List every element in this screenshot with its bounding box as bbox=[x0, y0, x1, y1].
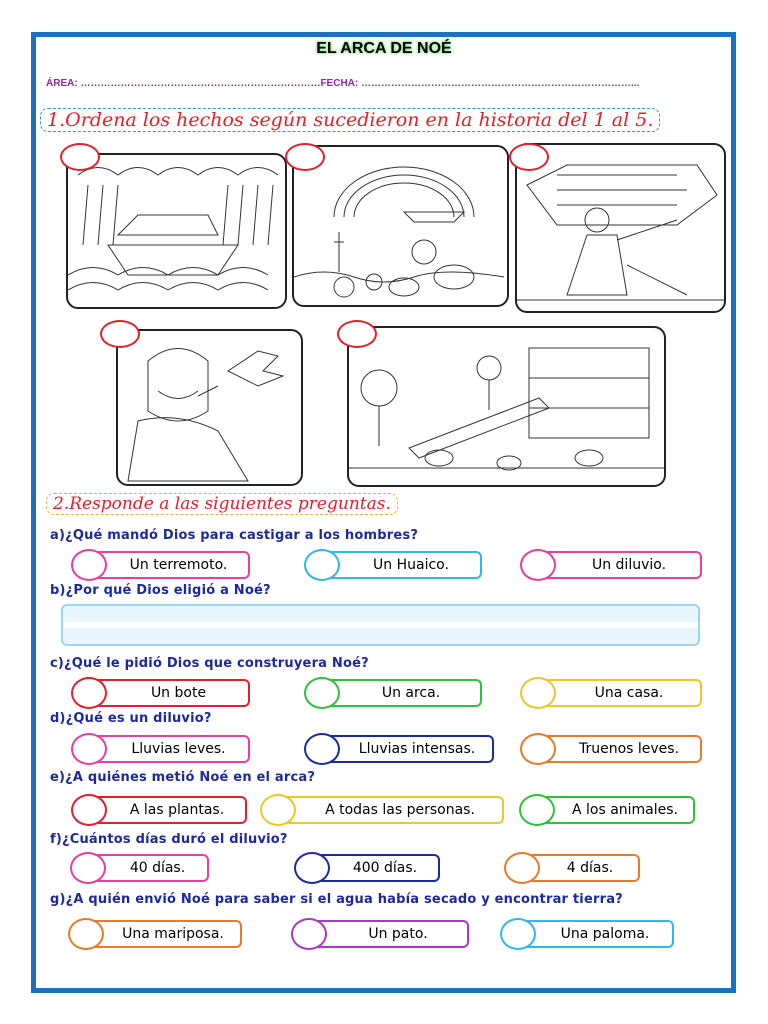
option-c3[interactable]: Una casa. bbox=[526, 679, 702, 707]
page-title: EL ARCA DE NOÉ bbox=[316, 40, 452, 57]
option-e2[interactable]: A todas las personas. bbox=[266, 796, 504, 824]
option-c2[interactable]: Un arca. bbox=[310, 679, 482, 707]
order-circle-1[interactable] bbox=[60, 143, 100, 171]
answer-circle[interactable] bbox=[500, 918, 536, 950]
noah-dove-picture bbox=[116, 329, 303, 486]
order-circle-2[interactable] bbox=[285, 143, 325, 171]
option-g2[interactable]: Un pato. bbox=[297, 920, 469, 948]
answer-circle[interactable] bbox=[71, 677, 107, 709]
answer-circle[interactable] bbox=[519, 794, 555, 826]
order-circle-3[interactable] bbox=[509, 143, 549, 171]
area-date-line: ÁREA: ………………………………………………………………FECHA: ………………………………………………………………………... bbox=[46, 78, 640, 89]
answer-circle[interactable] bbox=[304, 549, 340, 581]
section-1-heading: 1.Ordena los hechos según sucedieron en la historia del 1 al 5. bbox=[40, 108, 660, 132]
question-a: a)¿Qué mandó Dios para castigar a los hombres? bbox=[50, 528, 419, 543]
option-d1[interactable]: Lluvias leves. bbox=[77, 735, 250, 763]
order-circle-4[interactable] bbox=[100, 320, 140, 348]
question-c: c)¿Qué le pidió Dios que construyera Noé? bbox=[50, 656, 369, 671]
answer-circle[interactable] bbox=[291, 918, 327, 950]
answer-circle[interactable] bbox=[304, 733, 340, 765]
answer-circle[interactable] bbox=[71, 733, 107, 765]
option-a2[interactable]: Un Huaico. bbox=[310, 551, 482, 579]
question-d: d)¿Qué es un diluvio? bbox=[50, 711, 212, 726]
option-g1[interactable]: Una mariposa. bbox=[74, 920, 242, 948]
option-d2[interactable]: Lluvias intensas. bbox=[310, 735, 494, 763]
answer-circle[interactable] bbox=[520, 733, 556, 765]
option-f3[interactable]: 4 días. bbox=[510, 854, 640, 882]
answer-circle[interactable] bbox=[294, 852, 330, 884]
option-c1[interactable]: Un bote bbox=[77, 679, 250, 707]
option-a3[interactable]: Un diluvio. bbox=[526, 551, 702, 579]
answer-circle[interactable] bbox=[304, 677, 340, 709]
answer-circle[interactable] bbox=[520, 549, 556, 581]
option-e1[interactable]: A las plantas. bbox=[77, 796, 247, 824]
animals-entering-ark-picture bbox=[347, 326, 666, 487]
answer-circle[interactable] bbox=[520, 677, 556, 709]
option-f2[interactable]: 400 días. bbox=[300, 854, 440, 882]
question-g: g)¿A quién envió Noé para saber si el agua había secado y encontrar tierra? bbox=[50, 892, 623, 907]
answer-b-field[interactable] bbox=[61, 604, 700, 646]
option-f1[interactable]: 40 días. bbox=[76, 854, 209, 882]
rainbow-animals-picture bbox=[292, 145, 509, 307]
question-f: f)¿Cuántos días duró el diluvio? bbox=[50, 832, 288, 847]
option-a1[interactable]: Un terremoto. bbox=[77, 551, 250, 579]
answer-circle[interactable] bbox=[71, 794, 107, 826]
flood-ark-picture bbox=[66, 153, 287, 309]
option-d3[interactable]: Truenos leves. bbox=[526, 735, 702, 763]
question-b: b)¿Por qué Dios eligió a Noé? bbox=[50, 583, 271, 598]
order-circle-5[interactable] bbox=[337, 320, 377, 348]
question-e: e)¿A quiénes metió Noé en el arca? bbox=[50, 770, 316, 785]
noah-building-ark-picture bbox=[515, 143, 726, 313]
option-g3[interactable]: Una paloma. bbox=[506, 920, 674, 948]
answer-circle[interactable] bbox=[70, 852, 106, 884]
answer-circle[interactable] bbox=[71, 549, 107, 581]
section-2-heading: 2.Responde a las siguientes preguntas. bbox=[46, 493, 398, 515]
answer-circle[interactable] bbox=[68, 918, 104, 950]
answer-circle[interactable] bbox=[504, 852, 540, 884]
answer-circle[interactable] bbox=[260, 794, 296, 826]
option-e3[interactable]: A los animales. bbox=[525, 796, 695, 824]
